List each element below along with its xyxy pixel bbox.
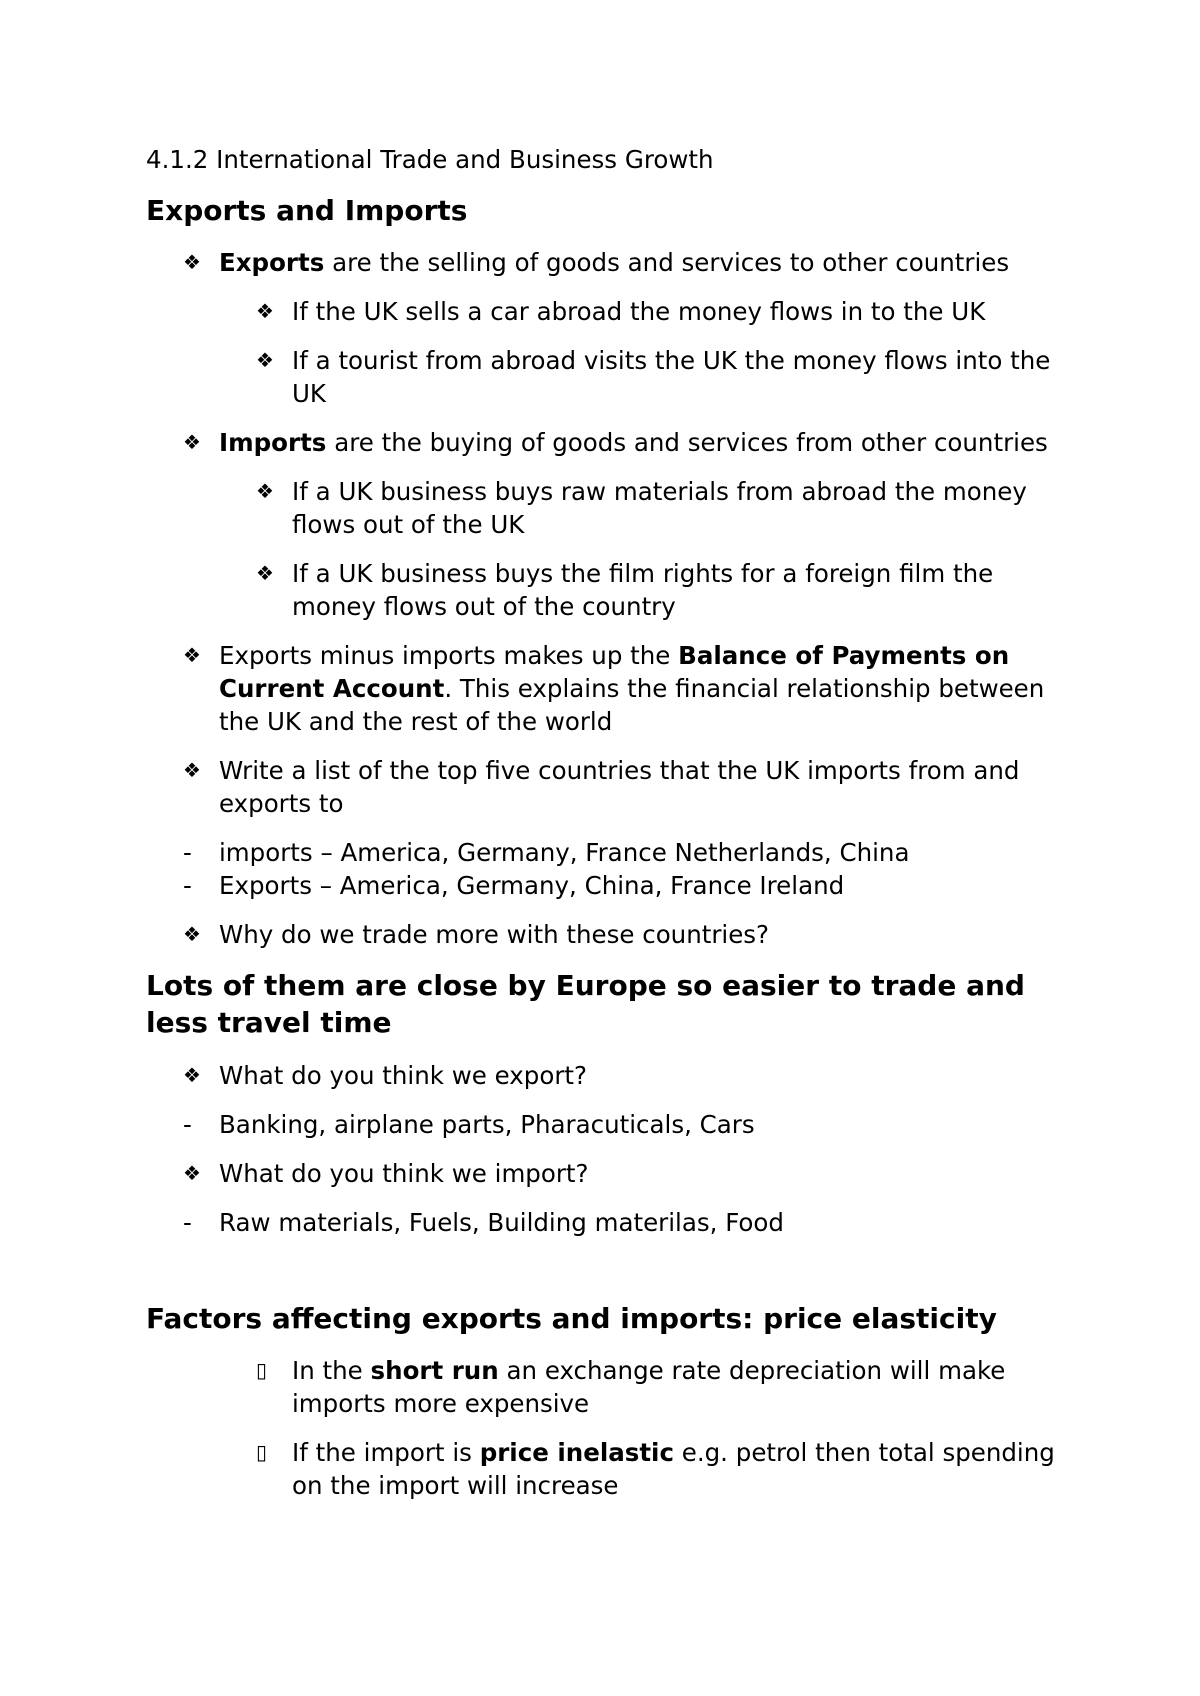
bullet-top-five-1: Write a list of the top five countries that the UK imports from and <box>219 756 1020 785</box>
factor-inelastic-2: on the import will increase <box>292 1471 619 1500</box>
heading-exports-imports: Exports and Imports <box>146 194 468 227</box>
section-subtitle: 4.1.2 International Trade and Business Growth <box>146 145 714 174</box>
answer-heading-2: less travel time <box>146 1006 392 1039</box>
bullet-balance-2: Current Account. This explains the financial relationship between <box>219 674 1045 703</box>
diamond-bullet-icon: ❖ <box>183 1161 201 1185</box>
answer-import: Raw materials, Fuels, Building materilas, Food <box>219 1208 784 1237</box>
sub-bullet-raw-2: flows out of the UK <box>292 510 525 539</box>
factor-short-run-1: In the short run an exchange rate depreciation will make <box>292 1356 1006 1385</box>
sub-bullet-tourist-1: If a tourist from abroad visits the UK the money flows into the <box>292 346 1051 375</box>
diamond-bullet-icon: ❖ <box>183 430 201 454</box>
dash-bullet: - <box>183 871 192 900</box>
dash-bullet: - <box>183 838 192 867</box>
diamond-bullet-icon: ❖ <box>183 643 201 667</box>
diamond-bullet-icon: ❖ <box>256 299 274 323</box>
bullet-balance-1: Exports minus imports makes up the Balance of Payments on <box>219 641 1010 670</box>
dash-bullet: - <box>183 1110 192 1139</box>
missing-glyph-icon: ▯ <box>256 1358 268 1382</box>
answer-export: Banking, airplane parts, Pharacuticals, Cars <box>219 1110 755 1139</box>
sub-bullet-raw-1: If a UK business buys raw materials from abroad the money <box>292 477 1027 506</box>
dash-bullet: - <box>183 1208 192 1237</box>
question-export: What do you think we export? <box>219 1061 588 1090</box>
heading-factors: Factors affecting exports and imports: price elasticity <box>146 1302 997 1335</box>
diamond-bullet-icon: ❖ <box>183 250 201 274</box>
diamond-bullet-icon: ❖ <box>256 348 274 372</box>
factor-short-run-2: imports more expensive <box>292 1389 590 1418</box>
answer-heading-1: Lots of them are close by Europe so easier to trade and <box>146 969 1025 1002</box>
question-why-trade: Why do we trade more with these countries? <box>219 920 770 949</box>
diamond-bullet-icon: ❖ <box>256 479 274 503</box>
diamond-bullet-icon: ❖ <box>183 758 201 782</box>
sub-bullet-film-2: money flows out of the country <box>292 592 676 621</box>
diamond-bullet-icon: ❖ <box>183 1063 201 1087</box>
sub-bullet-film-1: If a UK business buys the film rights for a foreign film the <box>292 559 994 588</box>
bullet-top-five-2: exports to <box>219 789 344 818</box>
sub-bullet-tourist-2: UK <box>292 379 326 408</box>
question-import: What do you think we import? <box>219 1159 589 1188</box>
sub-bullet-car: If the UK sells a car abroad the money flows in to the UK <box>292 297 986 326</box>
diamond-bullet-icon: ❖ <box>256 561 274 585</box>
imports-list: imports – America, Germany, France Netherlands, China <box>219 838 910 867</box>
bullet-balance-3: the UK and the rest of the world <box>219 707 613 736</box>
bullet-exports: Exports are the selling of goods and services to other countries <box>219 248 1010 277</box>
factor-inelastic-1: If the import is price inelastic e.g. petrol then total spending <box>292 1438 1055 1467</box>
exports-list: Exports – America, Germany, China, France Ireland <box>219 871 845 900</box>
bullet-imports: Imports are the buying of goods and services from other countries <box>219 428 1048 457</box>
diamond-bullet-icon: ❖ <box>183 922 201 946</box>
missing-glyph-icon: ▯ <box>256 1440 268 1464</box>
